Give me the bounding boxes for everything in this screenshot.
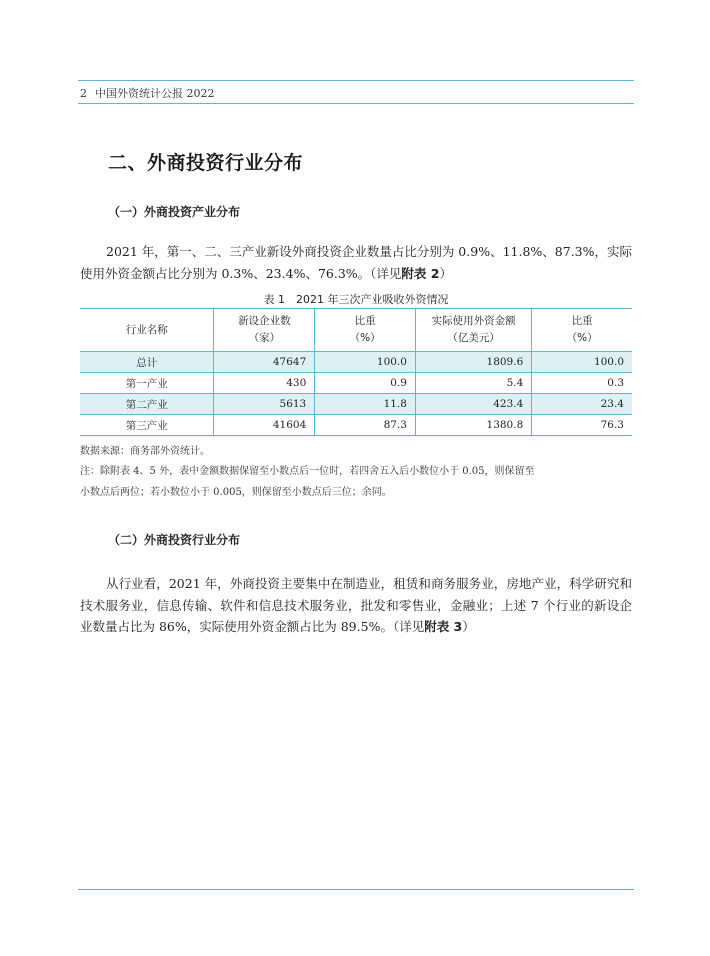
column-header: 比重 （%） (315, 309, 416, 352)
column-header: 行业名称 (125, 323, 168, 336)
table-row: 第三产业 41604 87.3 1380.8 76.3 (80, 415, 632, 436)
data-table (80, 308, 632, 436)
publication-title: 中国外资统计公报 2022 (95, 87, 215, 100)
table-caption: 表 1 2021 年三次产业吸收外资情况 (263, 293, 449, 306)
running-header (80, 85, 215, 101)
table-row: 总计 47647 100.0 1809.6 100.0 (80, 352, 632, 373)
subsection-heading-1: （一）外商投资产业分布 (108, 205, 241, 219)
column-header: 比重 （%） (532, 309, 632, 352)
footnote-line-2: 小数点后两位；若小数位小于 0.005，则保留至小数点后三位；余同。 (80, 487, 392, 498)
page-number: 2 (80, 87, 87, 100)
table-row: 第二产业 5613 11.8 423.4 23.4 (80, 394, 632, 415)
table-header-row (80, 309, 632, 352)
footer-rule (78, 889, 634, 890)
appendix-ref-3[interactable]: 附表 3 (424, 619, 463, 634)
header-top-rule (78, 80, 634, 81)
header-bottom-rule (78, 103, 634, 104)
section-title: 二、外商投资行业分布 (108, 152, 304, 174)
column-header: 新设企业数 （家） (214, 309, 315, 352)
table-row: 第一产业 430 0.9 5.4 0.3 (80, 373, 632, 394)
subsection-heading-2: （二）外商投资行业分布 (108, 533, 241, 547)
paragraph-sector-distribution: 从行业看，2021 年，外商投资主要集中在制造业，租赁和商务服务业，房地产业，科学研究和技术服务业，信息传输、软件和信息技术服务业，批发和零售业，金融业；上述 7 个行业的新设企业数量占比为 86%，实际使用外资金额占比为 89.5%。（详见附表 3） (80, 576, 632, 634)
source-note: 数据来源：商务部外资统计。 (80, 446, 210, 457)
appendix-ref-2[interactable]: 附表 2 (401, 265, 440, 281)
footnote-line-1: 注：除附表 4、5 外，表中金额数据保留至小数点后一位时，若四舍五入后小数位小于 0.05，则保留至 (80, 466, 535, 477)
paragraph-industry-distribution: 2021 年，第一、二、三产业新设外商投资企业数量占比分别为 0.9%、11.8%、87.3%，实际使用外资金额占比分别为 0.3%、23.4%、76.3%。（详见附表 2） (80, 244, 632, 281)
column-header: 实际使用外资金额 （亿美元） (415, 309, 531, 352)
